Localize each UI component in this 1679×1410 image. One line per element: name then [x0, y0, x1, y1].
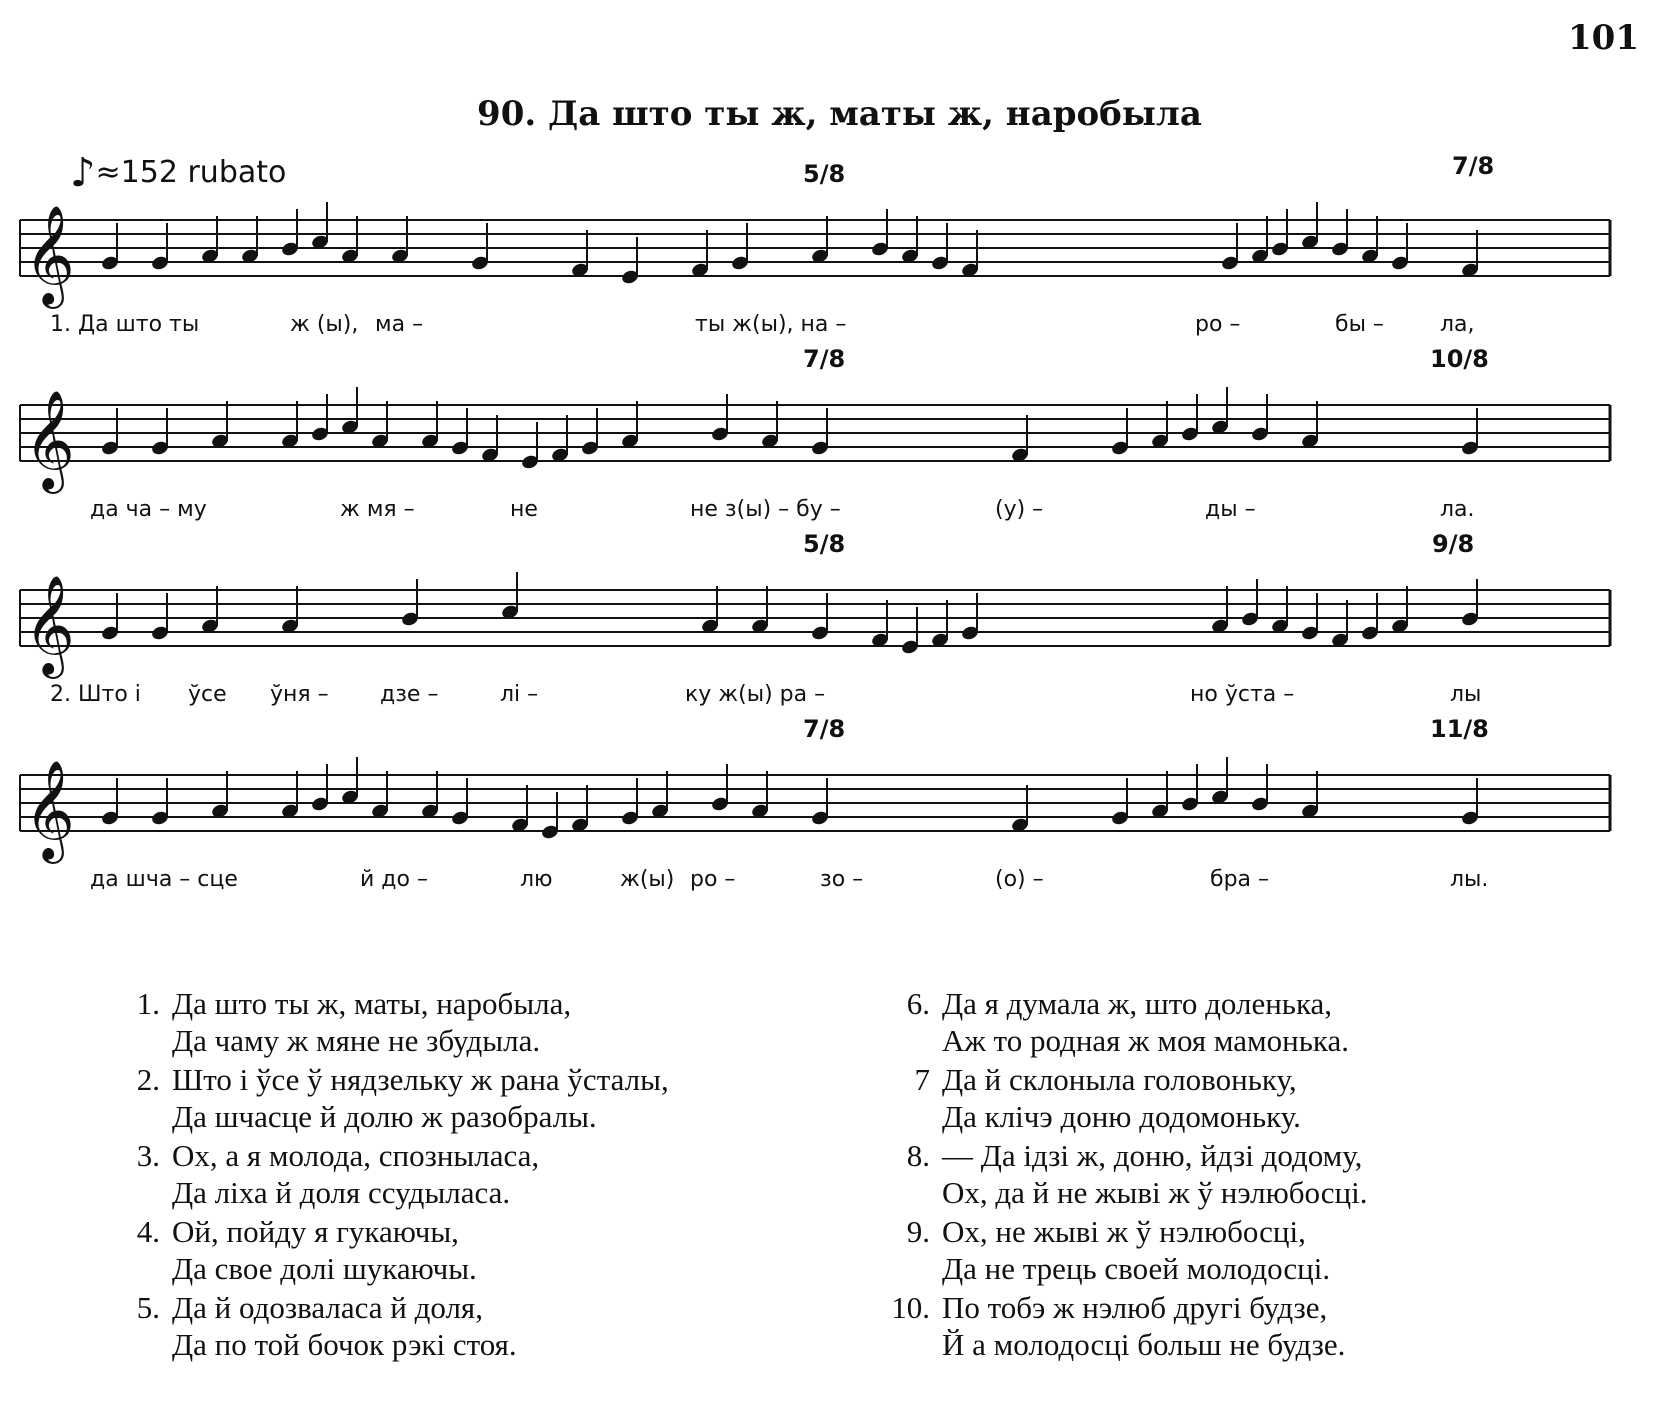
verses-right-column — [880, 985, 1368, 1365]
verse-line: Аж то родная ж моя мамонька. — [942, 1023, 1349, 1058]
lyric-syllable: но ўста – — [1190, 682, 1295, 707]
verse — [110, 1289, 669, 1363]
verse — [880, 1213, 1368, 1287]
lyric-syllable: й до – — [360, 867, 428, 892]
verse-line: Да свое долі шукаючы. — [172, 1251, 477, 1286]
lyric-syllable: бы – — [1335, 312, 1384, 337]
verse-line: Да й одозваласа й доля, — [172, 1290, 483, 1325]
verse-line: Ох, не жыві ж ў нэлюбосці, — [942, 1214, 1306, 1249]
lyric-syllable: да ча – му — [90, 497, 207, 522]
time-signature: 7/8 — [803, 715, 846, 743]
lyric-syllable: да шча – сце — [90, 867, 238, 892]
lyric-syllable: ўня – — [270, 682, 329, 707]
verse — [880, 1061, 1368, 1135]
verse-number: 6. — [906, 986, 930, 1021]
lyric-syllable: бра – — [1210, 867, 1270, 892]
lyric-syllable: ма – — [375, 312, 424, 337]
verse-line: Да клічэ доню додомоньку. — [942, 1099, 1301, 1134]
staff-system-3 — [20, 530, 1620, 720]
lyric-syllable: ж мя – — [340, 497, 415, 522]
lyric-syllable: ты ж(ы), на – — [695, 312, 847, 337]
verses-left-column — [110, 985, 669, 1365]
treble-clef-icon: 𝄞 — [24, 575, 75, 675]
lyric-syllable: (о) – — [995, 867, 1044, 892]
verse-line: Да не трець своей молодосці. — [942, 1251, 1331, 1286]
lyric-syllable: ды – — [1205, 497, 1256, 522]
lyric-syllable: (у) – — [995, 497, 1044, 522]
lyric-syllable: лы. — [1450, 867, 1489, 892]
verse-line: Што і ўсе ў нядзельку ж рана ўсталы, — [172, 1062, 669, 1097]
verse-line: Й а молодосці больш не будзе. — [942, 1327, 1346, 1362]
verse-line: Да што ты ж, маты, наробыла, — [172, 986, 572, 1021]
treble-clef-icon: 𝄞 — [24, 390, 75, 490]
verse — [880, 1137, 1368, 1211]
staff-lines — [20, 755, 1620, 875]
verse — [110, 1137, 669, 1211]
verse-line: Да й склоныла головоньку, — [942, 1062, 1297, 1097]
staff-system-2 — [20, 345, 1620, 535]
lyric-syllable: лі – — [500, 682, 539, 707]
verse-number: 1. — [136, 986, 160, 1021]
lyric-syllable: ро – — [1195, 312, 1241, 337]
verse-number: 8. — [906, 1138, 930, 1173]
eighth-note-icon: ♪ — [70, 150, 96, 196]
tempo-marking — [70, 150, 286, 196]
lyric-syllable: 1. Да што ты — [50, 312, 200, 337]
lyric-syllable: ла. — [1440, 497, 1475, 522]
time-signature: 7/8 — [803, 345, 846, 373]
verse — [110, 1061, 669, 1135]
treble-clef-icon: 𝄞 — [24, 760, 75, 860]
staff-system-4 — [20, 715, 1620, 905]
verse-number: 4. — [136, 1214, 160, 1249]
verse-number: 9. — [906, 1214, 930, 1249]
verse-line: Да по той бочок рэкі стоя. — [172, 1327, 517, 1362]
verse-number: 10. — [891, 1290, 930, 1325]
verse — [110, 1213, 669, 1287]
verse-line: Ох, а я молода, спозныласа, — [172, 1138, 540, 1173]
verse-line: Да ліха й доля ссудыласа. — [172, 1175, 511, 1210]
verse-number: 2. — [136, 1062, 160, 1097]
time-signature: 10/8 — [1430, 345, 1489, 373]
tempo-text: ≈152 rubato — [95, 155, 287, 190]
verse-number: 3. — [136, 1138, 160, 1173]
lyric-syllable: не з(ы) – бу – — [690, 497, 841, 522]
lyric-syllable: дзе – — [380, 682, 439, 707]
time-signature: 11/8 — [1430, 715, 1489, 743]
verse-number: 5. — [136, 1290, 160, 1325]
lyric-syllable: не — [510, 497, 538, 522]
lyric-syllable: ўсе — [188, 682, 227, 707]
staff-lines — [20, 385, 1620, 505]
verse-number: 7 — [914, 1062, 930, 1097]
verse-line: Ой, пойду я гукаючы, — [172, 1214, 459, 1249]
lyric-syllable: ла, — [1440, 312, 1475, 337]
treble-clef-icon: 𝄞 — [24, 205, 75, 305]
time-signature: 7/8 — [1452, 152, 1495, 180]
lyric-syllable: зо – — [820, 867, 864, 892]
verse — [880, 985, 1368, 1059]
time-signature: 5/8 — [803, 160, 846, 188]
staff-lines — [20, 200, 1620, 320]
verse-line: Да шчасце й долю ж разобралы. — [172, 1099, 597, 1134]
lyric-syllable: ж (ы), — [290, 312, 359, 337]
verse — [880, 1289, 1368, 1363]
lyric-syllable: ро – — [690, 867, 736, 892]
verse-line: Ох, да й не жыві ж ў нэлюбосці. — [942, 1175, 1368, 1210]
lyric-syllable: ку ж(ы) ра – — [685, 682, 826, 707]
lyric-syllable: лы — [1450, 682, 1482, 707]
time-signature: 9/8 — [1432, 530, 1475, 558]
staff-lines — [20, 570, 1620, 690]
lyric-syllable: 2. Што і — [50, 682, 141, 707]
song-title: 90. Да што ты ж, маты ж, наробыла — [477, 94, 1202, 134]
time-signature: 5/8 — [803, 530, 846, 558]
verse-line: Да я думала ж, што доленька, — [942, 986, 1333, 1021]
verse-line: — Да ідзі ж, доню, йдзі додому, — [942, 1138, 1363, 1173]
lyric-syllable: ж(ы) — [620, 867, 675, 892]
verse-line: Да чаму ж мяне не збудыла. — [172, 1023, 541, 1058]
verse — [110, 985, 669, 1059]
page-number: 101 — [1568, 18, 1639, 58]
lyric-syllable: лю — [520, 867, 553, 892]
verse-line: По тобэ ж нэлюб другі будзе, — [942, 1290, 1328, 1325]
